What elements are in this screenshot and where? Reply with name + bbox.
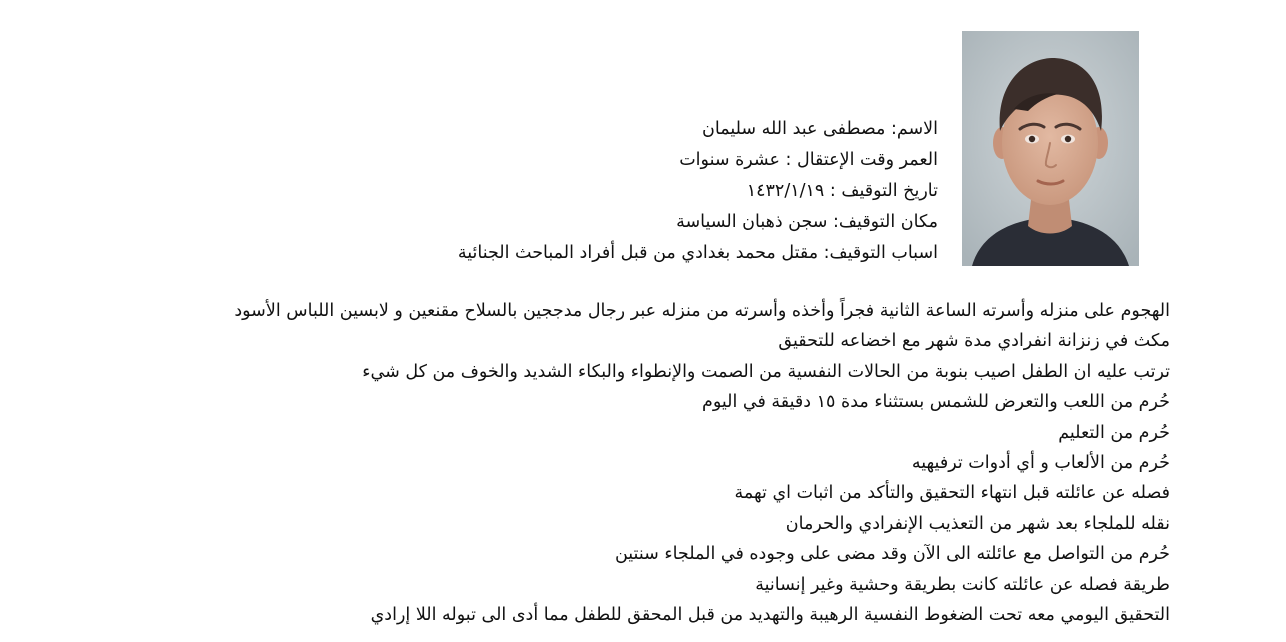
detainee-info — [458, 114, 938, 269]
detail-line: حُرم من التعليم — [1058, 422, 1170, 443]
detail-line: طريقة فصله عن عائلته كانت بطريقة وحشية وغير إنسانية — [755, 574, 1170, 595]
detail-line: حُرم من اللعب والتعرض للشمس بستثناء مدة ١٥ دقيقة في اليوم — [701, 392, 1170, 413]
detail-line: نقله للملجاء بعد شهر من التعذيب الإنفرادي والحرمان — [785, 513, 1170, 534]
arrest-place: مكان التوقيف: سجن ذهبان السياسة — [676, 212, 938, 232]
arrest-reason: اسباب التوقيف: مقتل محمد بغدادي من قبل أفراد المباحث الجنائية — [457, 243, 938, 263]
child-portrait-photo — [962, 31, 1139, 266]
detail-line: حُرم من الألعاب و أي أدوات ترفيهيه — [911, 453, 1170, 474]
detail-line: ترتب عليه ان الطفل اصيب بنوبة من الحالات النفسية من الصمت والإنطواء والبكاء الشديد والخوف من كل شيء — [362, 361, 1170, 382]
detail-line: التحقيق اليومي معه تحت الضغوط النفسية الرهيبة والتهديد من قبل المحقق للطفل مما أدى الى تبوله اللا إرادي — [370, 605, 1170, 626]
detail-line: حُرم من التواصل مع عائلته الى الآن وقد مضى على وجوده في الملجاء سنتين — [614, 544, 1170, 565]
detainee-name: الاسم: مصطفى عبد الله سليمان — [702, 119, 938, 139]
detail-line: الهجوم على منزله وأسرته الساعة الثانية فجراً وأخذه وأسرته من منزله عبر رجال مدججين بالسلاح مقنعين و لابسين اللباس الأسود — [234, 301, 1170, 321]
detainee-age: العمر وقت الإعتقال : عشرة سنوات — [679, 150, 938, 170]
detail-line: فصله عن عائلته قبل انتهاء التحقيق والتأكد من اثبات اي تهمة — [734, 483, 1170, 504]
arrest-date: تاريخ التوقيف : ١٤٣٢/١/١٩ — [746, 181, 938, 201]
detail-line: مكث في زنزانة انفرادي مدة شهر مع اخضاعه للتحقيق — [778, 331, 1170, 352]
case-details — [234, 296, 1170, 630]
